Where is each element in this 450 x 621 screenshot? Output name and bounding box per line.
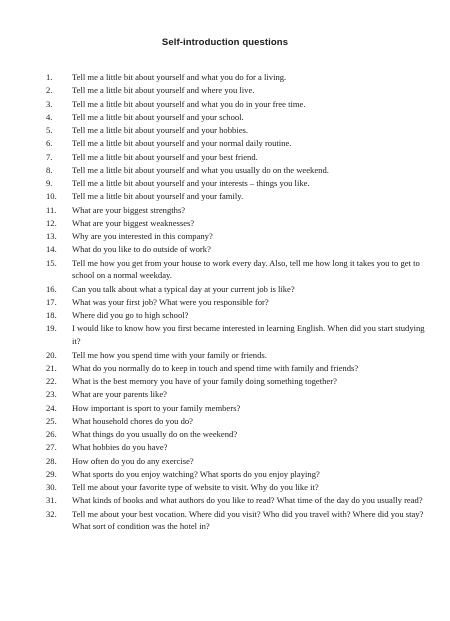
question-item	[46, 508, 430, 534]
question-item	[46, 151, 430, 164]
question-text: What do you like to do outside of work?	[72, 244, 211, 255]
question-text: Tell me a little bit about yourself and your hobbies.	[72, 125, 249, 135]
question-number: 18.	[46, 310, 57, 321]
question-text: Tell me a little bit about yourself and your best friend.	[72, 151, 258, 162]
question-text: What sports do you enjoy watching? What sports do you enjoy playing?	[72, 468, 320, 479]
question-item	[46, 375, 430, 388]
question-text: What was your first job? What were you responsible for?	[72, 296, 269, 307]
question-number: 15.	[46, 257, 57, 268]
question-number: 27.	[46, 442, 57, 453]
question-number: 5.	[46, 125, 53, 135]
question-text: How often do you do any exercise?	[72, 455, 194, 466]
question-item	[46, 124, 430, 137]
question-number: 26.	[46, 429, 57, 440]
question-item	[46, 98, 430, 111]
question-text: What are your parents like?	[72, 389, 167, 400]
question-text: How important is sport to your family members?	[72, 402, 241, 413]
question-item	[46, 71, 430, 84]
question-item	[46, 428, 430, 441]
question-item	[46, 243, 430, 256]
question-number: 32.	[46, 508, 57, 519]
question-number: 6.	[46, 138, 53, 149]
question-number: 20.	[46, 349, 57, 360]
question-number: 22.	[46, 376, 57, 387]
question-text: Tell me a little bit about yourself and your school.	[72, 111, 244, 122]
question-text: Tell me a little bit about yourself and what you usually do on the weekend.	[72, 164, 329, 175]
question-item	[46, 137, 430, 150]
question-item	[46, 283, 430, 296]
question-text: What hobbies do you have?	[72, 442, 168, 453]
question-item	[46, 349, 430, 362]
question-item	[46, 217, 430, 230]
question-text: Tell me a little bit about yourself and your family.	[72, 191, 244, 202]
question-item	[46, 190, 430, 203]
question-number: 7.	[46, 151, 53, 162]
question-number: 19.	[46, 323, 57, 334]
question-text: I would like to know how you first became interested in learning English. When did you start studying it?	[72, 323, 425, 347]
question-number: 13.	[46, 231, 57, 241]
question-item	[46, 111, 430, 124]
question-item	[46, 257, 430, 283]
question-text: What kinds of books and what authors do you like to read? What time of the day do you usually read?	[72, 495, 423, 506]
question-number: 24.	[46, 402, 57, 413]
question-item	[46, 402, 430, 415]
question-number: 17.	[46, 296, 57, 307]
question-text: What are your biggest strengths?	[72, 204, 186, 215]
question-text: What are your biggest weaknesses?	[72, 217, 195, 228]
question-item	[46, 455, 430, 468]
question-item	[46, 177, 430, 190]
question-text: Tell me how you spend time with your family or friends.	[72, 349, 267, 360]
question-number: 8.	[46, 164, 53, 175]
question-item	[46, 362, 430, 375]
question-item	[46, 84, 430, 97]
question-item	[46, 468, 430, 481]
question-number: 1.	[46, 72, 53, 82]
question-number: 3.	[46, 98, 53, 109]
question-item	[46, 230, 430, 243]
question-number: 12.	[46, 217, 57, 228]
question-text: What household chores do you do?	[72, 415, 194, 426]
question-item	[46, 309, 430, 322]
question-number: 25.	[46, 415, 57, 426]
question-number: 28.	[46, 455, 57, 466]
question-text: What things do you usually do on the weekend?	[72, 429, 238, 440]
question-item	[46, 441, 430, 454]
question-item	[46, 388, 430, 401]
question-text: Tell me a little bit about yourself and your interests – things you like.	[72, 178, 310, 188]
question-text: What do you normally do to keep in touch and spend time with family and friends?	[72, 362, 359, 373]
question-number: 2.	[46, 85, 53, 96]
question-text: Can you talk about what a typical day at your current job is like?	[72, 283, 295, 294]
question-text: What is the best memory you have of your family doing something together?	[72, 376, 337, 387]
question-item	[46, 415, 430, 428]
page-title: Self-introduction questions	[161, 37, 289, 48]
question-text: Where did you go to high school?	[72, 310, 189, 321]
question-number: 9.	[46, 178, 53, 188]
question-item	[46, 204, 430, 217]
question-text: Why are you interested in this company?	[72, 231, 213, 241]
question-number: 31.	[46, 495, 57, 506]
question-text: Tell me how you get from your house to work every day. Also, tell me how long it takes you to get to school on a normal weekday.	[72, 257, 420, 281]
question-text: Tell me a little bit about yourself and what you do in your free time.	[72, 98, 306, 109]
question-item	[46, 164, 430, 177]
question-text: Tell me a little bit about yourself and what you do for a living.	[72, 72, 287, 82]
question-item	[46, 322, 430, 348]
question-number: 23.	[46, 389, 57, 400]
question-item	[46, 296, 430, 309]
question-item	[46, 481, 430, 494]
question-number: 21.	[46, 362, 57, 373]
question-item	[46, 494, 430, 507]
question-list	[46, 71, 430, 534]
question-text: Tell me a little bit about yourself and where you live.	[72, 85, 255, 96]
question-number: 11.	[46, 204, 57, 215]
question-number: 30.	[46, 482, 57, 493]
question-text: Tell me about your best vocation. Where did you visit? Who did you travel with? Where did you stay? What sort of condition was the hotel in?	[72, 508, 424, 532]
question-number: 10.	[46, 191, 57, 202]
question-number: 16.	[46, 283, 57, 294]
question-number: 4.	[46, 111, 53, 122]
question-number: 29.	[46, 468, 57, 479]
question-number: 14.	[46, 244, 57, 255]
question-text: Tell me about your favorite type of website to visit. Why do you like it?	[72, 482, 319, 493]
question-text: Tell me a little bit about yourself and your normal daily routine.	[72, 138, 292, 149]
